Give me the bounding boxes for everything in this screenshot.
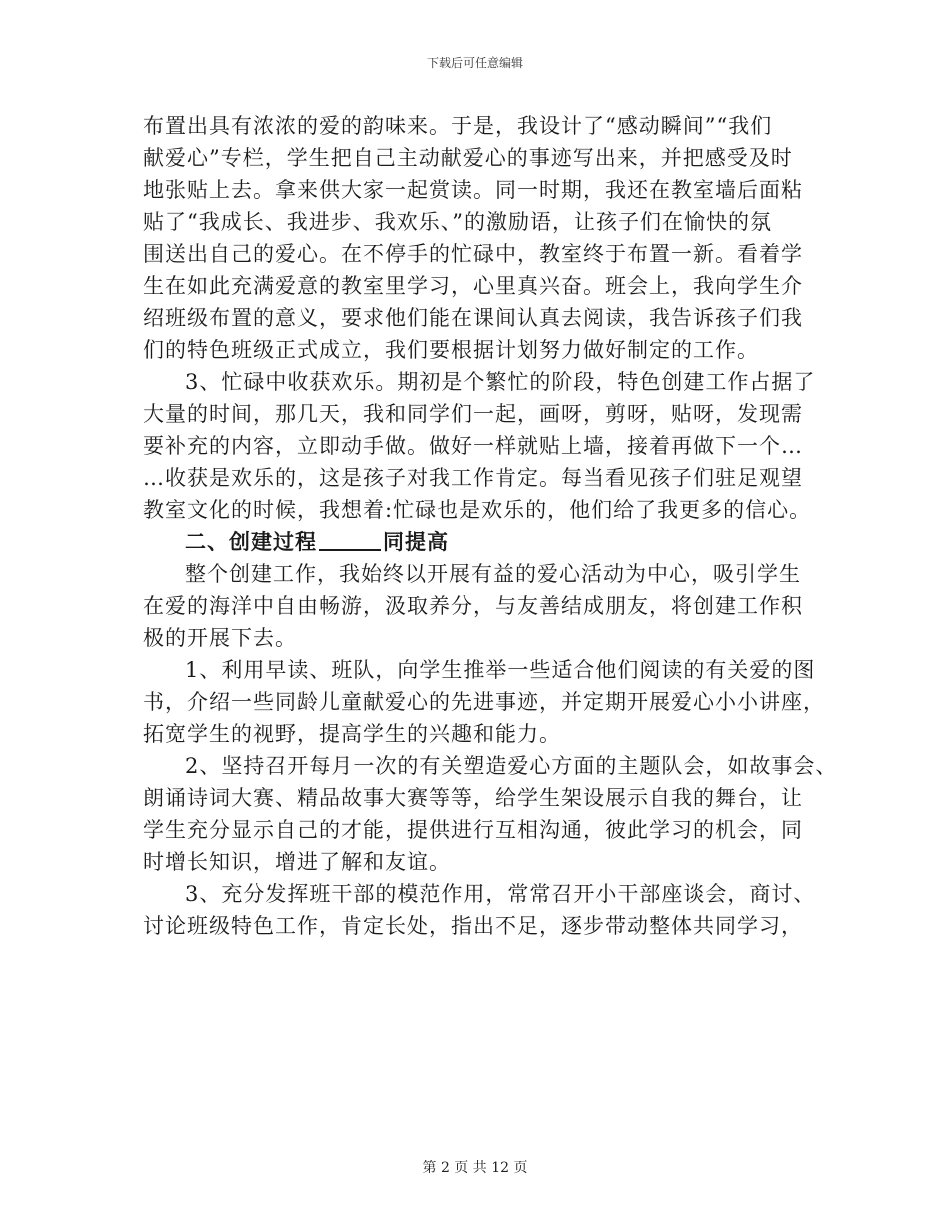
text-line: …收获是欢乐的，这是孩子对我工作肯定。每当看见孩子们驻足观望 (143, 466, 803, 490)
text-line: 讨论班级特色工作，肯定长处，指出不足，逐步带动整体共同学习， (143, 914, 803, 938)
text-line: 献爱心”专栏，学生把自己主动献爱心的事迹写出来，并把感受及时 (143, 146, 793, 170)
text-line: 要补充的内容，立即动手做。做好一样就贴上墙，接着再做下一个… (143, 434, 803, 458)
text-line: 拓宽学生的视野，提高学生的兴趣和能力。 (143, 722, 561, 746)
text-line: 教室文化的时候，我想着:忙碌也是欢乐的，他们给了我更多的信心。 (143, 498, 812, 522)
section-heading (143, 526, 833, 558)
text-line: 在爱的海洋中自由畅游，汲取养分，与友善结成朋友，将创建工作积 (143, 594, 803, 618)
text-line: 围送出自己的爱心。在不停手的忙碌中，教室终于布置一新。看着学 (143, 242, 803, 266)
text-line: 们的特色班级正式成立，我们要根据计划努力做好制定的工作。 (143, 338, 759, 362)
text-line: 整个创建工作，我始终以开展有益的爱心活动为中心，吸引学生 (185, 562, 801, 586)
text-line: 朗诵诗词大赛、精品故事大赛等等，给学生架设展示自我的舞台，让 (143, 786, 803, 810)
heading-blank-underline (319, 529, 381, 551)
text-line: 时增长知识，增进了解和友谊。 (143, 850, 451, 874)
text-line: 3、忙碌中收获欢乐。期初是个繁忙的阶段，特色创建工作占据了 (185, 370, 816, 394)
text-line: 3、充分发挥班干部的模范作用，常常召开小干部座谈会，商讨、 (185, 882, 816, 906)
text-line: 学生充分显示自己的才能，提供进行互相沟通，彼此学习的机会，同 (143, 818, 803, 842)
text-line: 地张贴上去。拿来供大家一起赏读。同一时期，我还在教室墙后面粘 (143, 178, 803, 202)
section-heading-part1: 二、创建过程 (185, 529, 317, 554)
document-body (143, 110, 838, 942)
text-line: 绍班级布置的意义，要求他们能在课间认真去阅读，我告诉孩子们我 (143, 306, 803, 330)
text-line: 布置出具有浓浓的爱的韵味来。于是，我设计了“感动瞬间”“我们 (143, 114, 773, 138)
text-line: 书，介绍一些同龄儿童献爱心的先进事迹，并定期开展爱心小小讲座， (143, 690, 825, 714)
section-heading-part2: 同提高 (383, 529, 449, 554)
text-line: 1、利用早读、班队，向学生推举一些适合他们阅读的有关爱的图 (185, 658, 816, 682)
page-header-note: 下载后可任意编辑 (426, 56, 523, 70)
page-number: 第 2 页 共 12 页 (422, 1160, 528, 1176)
text-line: 极的开展下去。 (143, 626, 297, 650)
text-line: 2、坚持召开每月一次的有关塑造爱心方面的主题队会，如故事会、 (185, 754, 838, 778)
text-line: 生在如此充满爱意的教室里学习，心里真兴奋。班会上，我向学生介 (143, 274, 803, 298)
text-line: 贴了“我成长、我进步、我欢乐、”的激励语，让孩子们在愉快的氛 (143, 210, 772, 234)
text-line: 大量的时间，那几天，我和同学们一起，画呀，剪呀，贴呀，发现需 (143, 402, 803, 426)
